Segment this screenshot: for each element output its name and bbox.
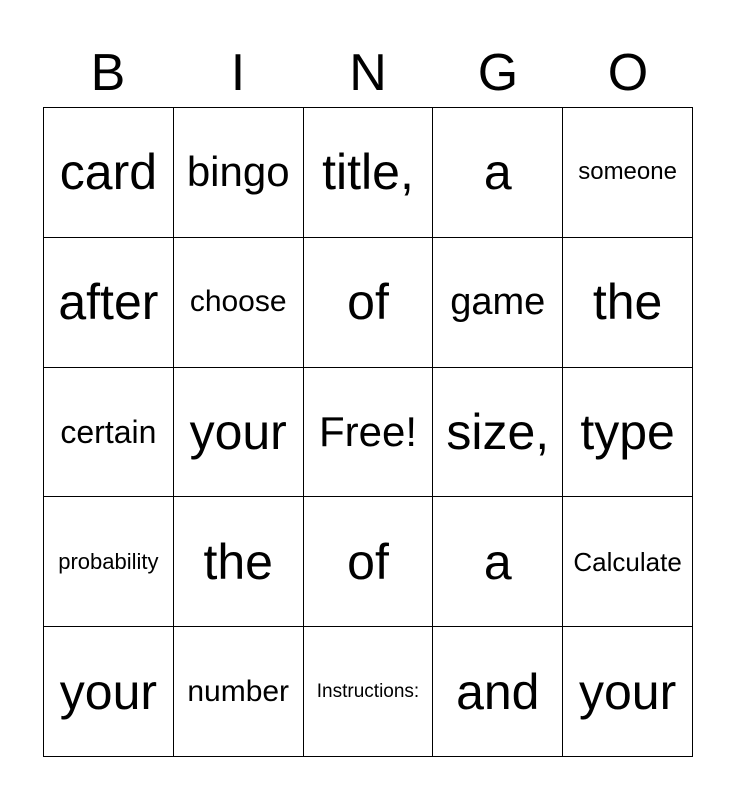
bingo-header [43, 40, 693, 106]
bingo-cell-r1-c5[interactable]: someone [563, 108, 693, 238]
bingo-cell-r5-c1[interactable]: your [44, 627, 174, 757]
bingo-cell-r3-c5[interactable]: type [563, 368, 693, 498]
bingo-cell-r2-c1[interactable]: after [44, 238, 174, 368]
bingo-cell-r3-c4[interactable]: size, [433, 368, 563, 498]
bingo-cell-r1-c2[interactable]: bingo [174, 108, 304, 238]
bingo-cell-r5-c4[interactable]: and [433, 627, 563, 757]
bingo-cell-r4-c3[interactable]: of [304, 497, 434, 627]
bingo-cell-r2-c2[interactable]: choose [174, 238, 304, 368]
header-letter-g: G [477, 44, 519, 102]
bingo-cell-r1-c4[interactable]: a [433, 108, 563, 238]
bingo-cell-r2-c3[interactable]: of [304, 238, 434, 368]
bingo-cell-r5-c2[interactable]: number [174, 627, 304, 757]
bingo-cell-r3-c1[interactable]: certain [44, 368, 174, 498]
header-letter-b: B [90, 44, 126, 102]
header-letter-o: O [607, 44, 649, 102]
bingo-cell-r3-c2[interactable]: your [174, 368, 304, 498]
bingo-cell-r2-c5[interactable]: the [563, 238, 693, 368]
bingo-cell-r5-c5[interactable]: your [563, 627, 693, 757]
bingo-cell-r4-c1[interactable]: probability [44, 497, 174, 627]
header-letter-i: I [230, 44, 246, 102]
bingo-cell-r2-c4[interactable]: game [433, 238, 563, 368]
bingo-cell-r1-c1[interactable]: card [44, 108, 174, 238]
bingo-cell-r5-c3[interactable]: Instructions: [304, 627, 434, 757]
header-letter-n: N [349, 44, 387, 102]
bingo-cell-r4-c4[interactable]: a [433, 497, 563, 627]
bingo-cell-r3-c3[interactable]: Free! [304, 368, 434, 498]
bingo-board [43, 107, 693, 757]
bingo-cell-r4-c5[interactable]: Calculate [563, 497, 693, 627]
bingo-cell-r4-c2[interactable]: the [174, 497, 304, 627]
bingo-cell-r1-c3[interactable]: title, [304, 108, 434, 238]
